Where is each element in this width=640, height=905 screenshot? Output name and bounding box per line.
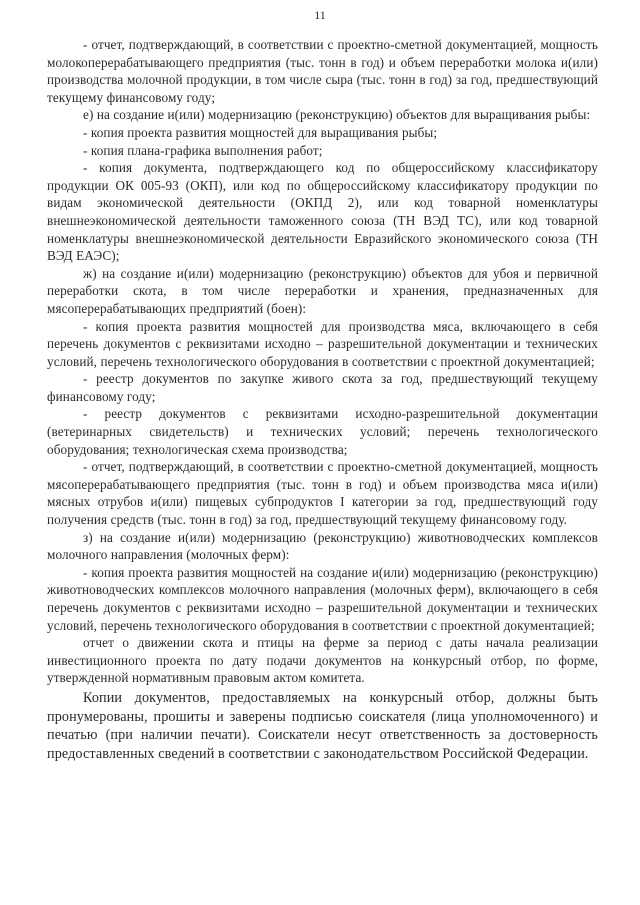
paragraph: - копия проекта развития мощностей на создание и(или) модернизацию (реконструкцию) животноводческих комплексов молочного направления (молочных ферм), включающего в себя перечень документов с реквизитами исходно – разрешительной документации и технических условий, перечень технологического оборудования в соответствии с проектной документацией; bbox=[47, 564, 598, 633]
paragraph: - отчет, подтверждающий, в соответствии с проектно-сметной документацией, мощность мясоперерабатывающего предприятия (тыс. тонн в год) и объем производства мяса и(или) мясных отрубов и(или) пищевых субпродуктов I категории за год, предшествующий году получения средств (тыс. тонн в год) за год, предшествующий текущему финансовому году. bbox=[47, 459, 598, 528]
paragraph: - копия документа, подтверждающего код по общероссийскому классификатору продукции ОК 005-93 (ОКП), или код по общероссийскому классификатору продукции по видам экономической деятельности (ОКПД 2), или код товарной номенклатуры внешнеэкономической деятельности таможенного союза (ТН ВЭД ТС), или код товарной номенклатуры внешнеэкономической деятельности Евразийского экономического союза (ТН ВЭД ЕАЭС); bbox=[47, 160, 598, 264]
paragraph: - копия проекта развития мощностей для выращивания рыбы; bbox=[83, 124, 438, 140]
paragraph: ж) на создание и(или) модернизацию (реконструкцию) объектов для убоя и первичной переработки скота, в том числе переработки и хранения, предназначенных для мясоперерабатывающих предприятий (боен): bbox=[47, 265, 598, 316]
paragraph: - копия проекта развития мощностей для производства мяса, включающего в себя перечень документов с реквизитами исходно – разрешительной документации и технических условий, перечень технологического оборудования в соответствии с проектной документацией; bbox=[47, 318, 598, 369]
page-number: 11 bbox=[314, 8, 326, 22]
paragraph: - копия плана-графика выполнения работ; bbox=[83, 142, 323, 158]
paragraph: - реестр документов по закупке живого скота за год, предшествующий текущему финансовому году; bbox=[47, 371, 598, 404]
paragraph: - отчет, подтверждающий, в соответствии с проектно-сметной документацией, мощность молокоперерабатывающего предприятия (тыс. тонн в год) и объем переработки молока и(или) производства молочной продукции, в том числе сыра (тыс. тонн в год) за год, предшествующий текущему финансовому году; bbox=[47, 37, 598, 105]
closing-paragraph: Копии документов, предоставляемых на конкурсный отбор, должны быть пронумерованы, прошиты и заверены подписью соискателя (лица уполномоченного) и печатью (при наличии печати). Соискатели несут ответственность за достоверность предоставленных сведений в соответствии с законодательством Российской Федерации. bbox=[47, 689, 598, 762]
paragraph: отчет о движении скота и птицы на ферме за период с даты начала реализации инвестиционного проекта по дату подачи документов на конкурсный отбор, по форме, утвержденной нормативным правовым актом комитета. bbox=[47, 635, 598, 686]
paragraph: - реестр документов с реквизитами исходно-разрешительной документации (ветеринарных свидетельств) и технических условий; перечень технологического оборудования; технологическая схема производства; bbox=[47, 406, 598, 457]
paragraph: е) на создание и(или) модернизацию (реконструкцию) объектов для выращивания рыбы: bbox=[83, 107, 591, 123]
paragraph: з) на создание и(или) модернизацию (реконструкцию) животноводческих комплексов молочного направления (молочных ферм): bbox=[47, 529, 598, 563]
